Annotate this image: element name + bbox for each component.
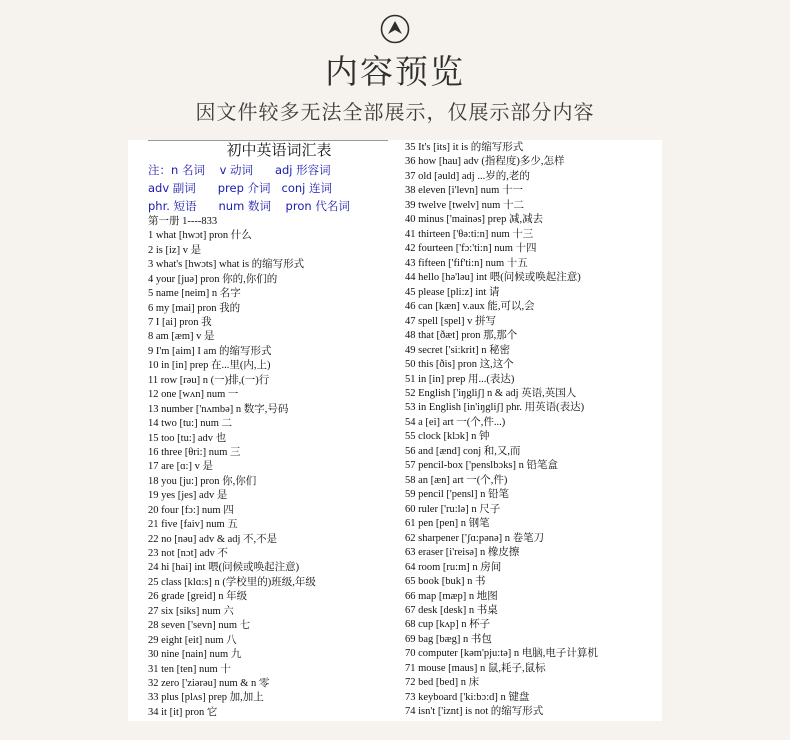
vocab-list-right — [405, 141, 662, 720]
document-title: 初中英语词汇表 — [226, 141, 332, 159]
vocab-entry: 8 am [æm] v 是 — [148, 331, 215, 343]
vocab-entry: 23 not [nɔt] adv 不 — [148, 548, 228, 560]
vocab-entry: 20 four [fɔ:] num 四 — [148, 504, 234, 516]
vocab-entry: 72 bed [bed] n 床 — [405, 677, 480, 689]
vocab-entry: 14 two [tu:] num 二 — [148, 418, 232, 430]
vocab-entry: 15 too [tu:] adv 也 — [148, 432, 227, 444]
vocab-entry: 65 book [buk] n 书 — [405, 576, 486, 588]
vocab-entry: 64 room [ru:m] n 房间 — [405, 561, 502, 573]
vocab-entry: 7 I [ai] pron 我 — [148, 317, 212, 329]
vocab-entry: 29 eight [eit] num 八 — [148, 634, 237, 646]
vocab-entry: 68 cup [kʌp] n 杯子 — [405, 619, 491, 631]
page-subtitle: 因文件较多无法全部展示，仅展示部分内容 — [195, 100, 595, 124]
vocab-entry: 63 eraser [i'reisə] n 橡皮擦 — [405, 547, 520, 559]
vocab-entry: 51 in [in] prep 用...(表达) — [405, 373, 515, 385]
vocab-entry: 54 a [ei] art 一(个,件...) — [405, 416, 506, 428]
vocab-entry: 17 are [ɑ:] v 是 — [148, 461, 213, 473]
page-title: 内容预览 — [325, 52, 465, 91]
vocab-entry: 73 keyboard ['ki:bɔ:d] n 键盘 — [405, 691, 530, 703]
vocab-entry: 30 nine [nain] num 九 — [148, 649, 242, 661]
vocab-entry: 42 fourteen ['fɔ:'ti:n] num 十四 — [405, 243, 537, 255]
vocab-entry: 53 in English [in'iŋgliʃ] phr. 用英语(表达) — [405, 402, 585, 414]
vocab-entry: 22 no [nəu] adv & adj 不,不是 — [148, 533, 278, 545]
vocab-entry: 16 three [θri:] num 三 — [148, 446, 241, 458]
vocab-entry: 4 your [juə] pron 你的,你们的 — [148, 273, 278, 285]
vocab-entry: 25 class [klɑ:s] n (学校里的)班级,年级 — [148, 576, 316, 588]
vocab-entry: 27 six [siks] num 六 — [148, 605, 234, 617]
vocab-column-right — [405, 141, 662, 720]
vocab-entry: 31 ten [ten] num 十 — [148, 663, 231, 675]
vocab-entry: 55 clock [klɔk] n 钟 — [405, 431, 490, 443]
vocab-entry: 34 it [it] pron 它 — [148, 706, 218, 718]
vocab-entry: 69 bag [bæg] n 书包 — [405, 633, 492, 645]
vocab-entry: 45 please [pli:z] int 请 — [405, 286, 500, 298]
vocab-entry: 57 pencil-box ['penslbɔks] n 铅笔盒 — [405, 460, 558, 472]
compass-arrow-icon — [380, 14, 410, 44]
vocab-entry: 6 my [mai] pron 我的 — [148, 302, 241, 314]
vocab-entry: 56 and [ænd] conj 和,又,而 — [405, 445, 521, 457]
legend-line: 注：n 名词 v 动词 adj 形容词 — [148, 163, 331, 177]
vocab-entry: 24 hi [hai] int 喂(问候或唤起注意) — [148, 562, 300, 574]
vocab-entry: 40 minus ['mainəs] prep 减,减去 — [405, 214, 544, 226]
vocab-entry: 44 hello [hə'ləu] int 喂(问候或唤起注意) — [405, 272, 581, 284]
vocab-entry: 11 row [rəu] n (一)排,(一)行 — [148, 374, 270, 386]
vocab-entry: 37 old [əuld] adj ...岁的,老的 — [405, 170, 530, 182]
vocab-entry: 35 It's [its] it is 的缩写形式 — [405, 142, 524, 153]
vocab-entry: 70 computer [kəm'pju:tə] n 电脑,电子计算机 — [405, 648, 598, 660]
vocab-entry: 38 eleven [i'levn] num 十一 — [405, 185, 523, 197]
vocab-entry: 41 thirteen ['θə:ti:n] num 十三 — [405, 228, 534, 240]
vocab-entry: 3 what's [hwɔts] what is 的缩写形式 — [148, 259, 305, 271]
vocab-entry: 2 is [iz] v 是 — [148, 244, 202, 256]
vocab-entry: 74 isn't ['iznt] is not 的缩写形式 — [405, 706, 544, 718]
vocab-entry: 59 pencil ['pensl] n 铅笔 — [405, 489, 509, 501]
vocab-entry: 49 secret ['si:krit] n 秘密 — [405, 344, 511, 356]
vocab-entry: 58 an [æn] art 一(个,件) — [405, 474, 508, 486]
vocab-entry: 36 how [hau] adv (指程度)多少,怎样 — [405, 156, 565, 168]
vocab-entry: 48 that [ðæt] pron 那,那个 — [405, 330, 518, 342]
vocab-entry: 1 what [hwɔt] pron 什么 — [148, 230, 252, 242]
vocab-list-left — [148, 229, 410, 720]
vocab-entry: 39 twelve [twelv] num 十二 — [405, 199, 524, 211]
legend-line: phr. 短语 num 数词 pron 代名词 — [148, 199, 350, 213]
vocab-entry: 66 map [mæp] n 地图 — [405, 590, 498, 602]
legend-line: adv 副词 prep 介词 conj 连词 — [148, 181, 333, 195]
vocab-entry: 19 yes [jes] adv 是 — [148, 490, 228, 502]
book-range: 第一册 1----833 — [148, 216, 218, 227]
vocab-entry: 5 name [neim] n 名字 — [148, 288, 241, 300]
vocab-entry: 60 ruler ['ru:lə] n 尺子 — [405, 503, 501, 515]
vocab-entry: 47 spell [spel] v 拼写 — [405, 315, 496, 327]
vocab-entry: 13 number ['nʌmbə] n 数字,号码 — [148, 403, 289, 415]
vocab-entry: 26 grade [greid] n 年级 — [148, 591, 248, 603]
vocab-entry: 62 sharpener ['ʃɑ:pənə] n 卷笔刀 — [405, 532, 545, 544]
vocab-entry: 71 mouse [maus] n 鼠,耗子,鼠标 — [405, 662, 546, 674]
vocab-entry: 61 pen [pen] n 钢笔 — [405, 518, 490, 530]
vocab-entry: 52 English ['iŋgliʃ] n & adj 英语,英国人 — [405, 387, 577, 399]
vocab-entry: 33 plus [plʌs] prep 加,加上 — [148, 692, 264, 704]
vocab-entry: 67 desk [desk] n 书桌 — [405, 605, 498, 616]
vocab-entry: 32 zero ['ziərəu] num & n 零 — [148, 677, 270, 689]
vocab-entry: 18 you [ju:] pron 你,你们 — [148, 475, 257, 487]
vocab-entry: 46 can [kæn] v.aux 能,可以,会 — [405, 301, 535, 313]
document-preview — [128, 140, 662, 721]
vocab-column-left — [148, 140, 410, 720]
vocab-entry: 9 I'm [aim] I am 的缩写形式 — [148, 345, 272, 357]
vocab-entry: 10 in [in] prep 在...里(内,上) — [148, 360, 271, 372]
vocab-entry: 50 this [ðis] pron 这,这个 — [405, 359, 514, 371]
vocab-entry: 21 five [faiv] num 五 — [148, 519, 238, 531]
vocab-entry: 12 one [wʌn] num 一 — [148, 389, 239, 401]
vocab-entry: 28 seven ['sevn] num 七 — [148, 620, 251, 632]
vocab-entry: 43 fifteen ['fif'ti:n] num 十五 — [405, 257, 528, 269]
